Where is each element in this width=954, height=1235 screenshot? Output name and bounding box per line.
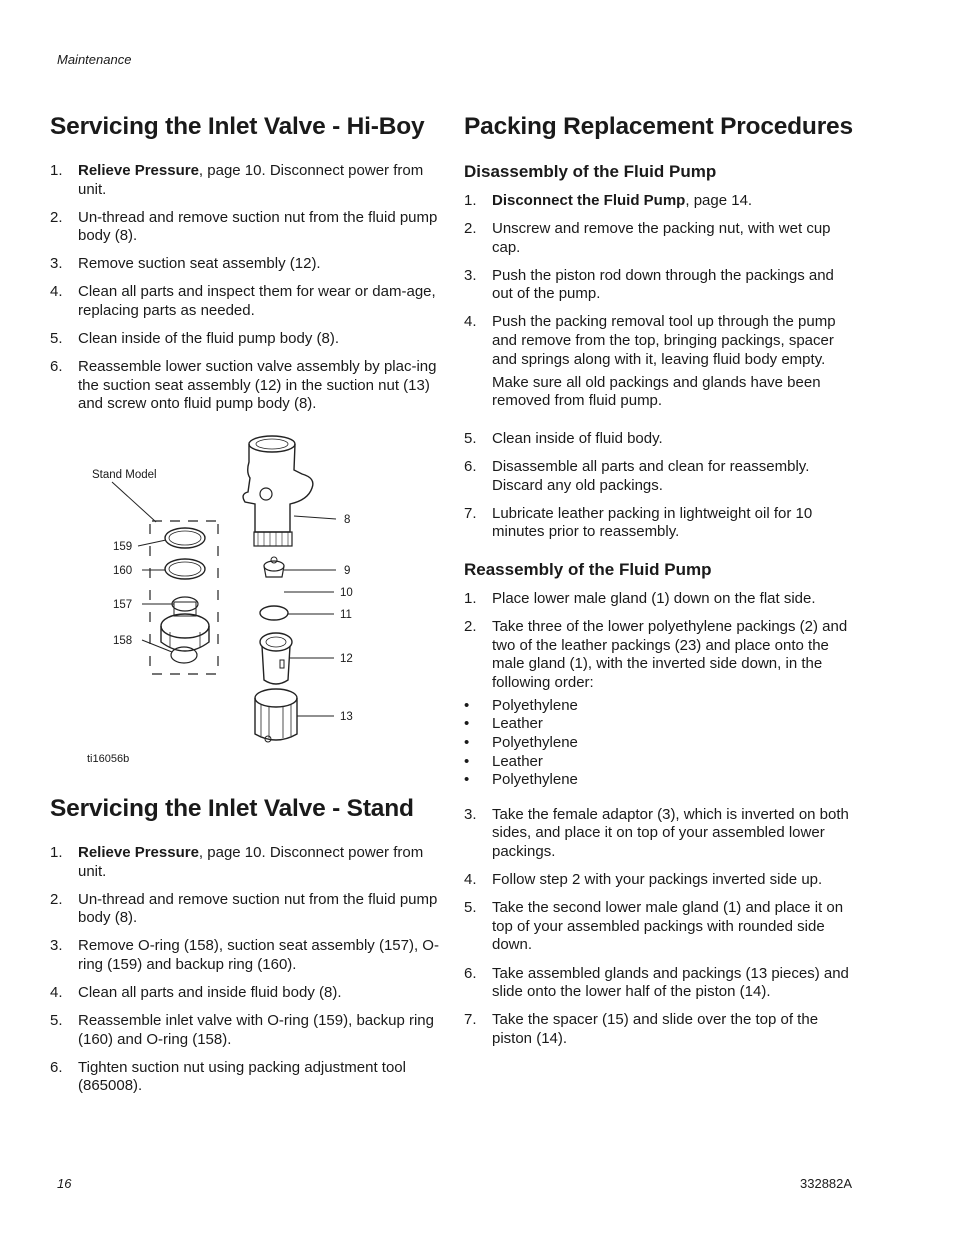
step-number: 7.	[464, 504, 477, 522]
step-number: 2.	[50, 208, 63, 226]
step-text: Follow step 2 with your packings inverted side up.	[492, 871, 823, 889]
step-item	[464, 965, 854, 1002]
step-item	[464, 313, 854, 369]
step-number: 1.	[50, 162, 63, 179]
bullet-icon: •	[464, 752, 470, 770]
step-number: 4.	[50, 283, 63, 301]
step-number: 6.	[50, 358, 63, 376]
step-text: Clean all parts and inside fluid body (8).	[78, 984, 342, 1002]
step-number: 6.	[464, 458, 477, 476]
step-text: Clean inside of fluid body.	[492, 429, 663, 447]
step-number: 6.	[50, 1058, 63, 1076]
step-number: 5.	[464, 429, 477, 447]
step-text: Lubricate leather packing in lightweight oil for 10 minutes prior to reassembly.	[492, 504, 813, 541]
stand-model-label: Stand Model	[92, 469, 157, 481]
step-text: Take the female adaptor (3), which is inverted on both sides, and place it on top of your assembled lower packings.	[492, 805, 849, 861]
step-number: 1.	[50, 844, 63, 861]
step-text: Tighten suction nut using packing adjustment tool (865008).	[78, 1058, 406, 1095]
exploded-view-diagram	[80, 432, 380, 772]
step-item	[464, 267, 854, 304]
step-number: 3.	[464, 805, 477, 823]
bullet-text: Polyethylene	[492, 771, 578, 789]
step-item	[50, 255, 440, 274]
bullet-text: Leather	[492, 715, 543, 733]
right-column	[464, 112, 854, 1058]
step-number: 3.	[50, 937, 63, 955]
step-text: Clean inside of the fluid pump body (8).	[78, 330, 339, 348]
disassembly-title: Disassembly of the Fluid Pump	[464, 162, 717, 181]
step-number: 5.	[464, 899, 477, 917]
label-13: 13	[340, 711, 353, 723]
hiboy-title: Servicing the Inlet Valve - Hi-Boy	[50, 113, 425, 140]
step-item	[464, 505, 854, 542]
label-9: 9	[344, 565, 351, 577]
stand-model-leader	[112, 482, 156, 522]
step-item	[50, 330, 440, 349]
step-item	[464, 458, 854, 495]
reassembly-steps-list-b	[464, 806, 854, 1049]
disassembly-note: Make sure all old packings and glands have been removed from fluid pump.	[492, 373, 821, 410]
step-text: Clean all parts and inspect them for wear or dam-age, replacing parts as needed.	[78, 283, 436, 320]
step-item	[50, 1059, 440, 1096]
fluid-pump-body-8-icon	[243, 436, 313, 546]
oring-158-icon	[171, 647, 197, 663]
step-text: Push the piston rod down through the packings and out of the pump.	[492, 266, 834, 303]
stand-section	[50, 794, 440, 1106]
step-text: Remove suction seat assembly (12).	[78, 255, 321, 273]
bullet-icon: •	[464, 734, 470, 752]
step-text: Take assembled glands and packings (13 pieces) and slide onto the lower half of the piston (14).	[492, 964, 849, 1001]
disassembly-steps-list-b	[464, 430, 854, 542]
step-text: Place lower male gland (1) down on the flat side.	[492, 589, 816, 607]
reassembly-steps-list-a	[464, 590, 854, 692]
step-link-text: Disconnect the Fluid Pump	[492, 192, 686, 209]
bullet-item	[464, 771, 854, 790]
step-item	[464, 618, 854, 692]
section-header: Maintenance	[57, 52, 132, 67]
bullet-item	[464, 734, 854, 753]
step-number: 4.	[464, 313, 477, 331]
label-8: 8	[344, 514, 351, 526]
step-link-text: Relieve Pressure	[78, 162, 199, 179]
step-link-text: Relieve Pressure	[78, 844, 199, 861]
step-text: , page 10. Disconnect power from unit.	[78, 844, 424, 880]
step-item	[50, 984, 440, 1003]
label-10: 10	[340, 587, 353, 599]
step-text: Un-thread and remove suction nut from the fluid pump body (8).	[78, 208, 438, 245]
suction-seat-157-icon	[161, 597, 209, 651]
step-item	[50, 283, 440, 320]
step-number: 1.	[464, 192, 477, 209]
step-number: 5.	[50, 330, 63, 348]
part-9-icon	[264, 557, 284, 577]
step-item	[50, 162, 440, 199]
step-number: 2.	[464, 618, 477, 635]
step-number: 4.	[50, 984, 63, 1002]
step-item	[50, 844, 440, 881]
left-column	[50, 112, 440, 424]
reassembly-title: Reassembly of the Fluid Pump	[464, 559, 712, 579]
label-12: 12	[340, 653, 353, 665]
step-number: 3.	[464, 266, 477, 284]
step-number: 3.	[50, 255, 63, 273]
inlet-valve-figure	[80, 432, 380, 772]
bullet-icon: •	[464, 696, 470, 714]
step-item	[50, 358, 440, 414]
step-item	[50, 209, 440, 246]
packing-title: Packing Replacement Procedures	[464, 113, 853, 140]
step-text: Un-thread and remove suction nut from the fluid pump body (8).	[78, 890, 438, 927]
doc-number: 332882A	[800, 1176, 853, 1191]
step-number: 7.	[464, 1011, 477, 1029]
step-item	[464, 220, 854, 257]
step-number: 2.	[50, 890, 63, 908]
stand-title: Servicing the Inlet Valve - Stand	[50, 795, 414, 822]
bullet-text: Polyethylene	[492, 696, 578, 714]
step-text: Reassemble lower suction valve assembly by plac-ing the suction seat assembly (12) in the suction nut (13) and screw onto fluid pump body (8).	[78, 358, 437, 413]
step-text: Take three of the lower polyethylene packings (2) and two of the leather packings (23) and place onto the male gland (1), with the inverted side down, in the following order:	[492, 618, 848, 691]
step-text: Take the second lower male gland (1) and place it on top of your assembled packings with rounded side down.	[492, 899, 844, 954]
step-text: Push the packing removal tool up through the pump and remove from the top, bringing packings, spacer and springs along with it, leaving fluid body empty.	[492, 313, 836, 368]
bullet-item	[464, 697, 854, 716]
suction-seat-12-icon	[260, 633, 292, 684]
step-item	[50, 891, 440, 928]
label-159: 159	[113, 541, 133, 553]
step-item	[50, 937, 440, 974]
disassembly-steps-list-a	[464, 192, 854, 369]
hiboy-steps-list	[50, 162, 440, 414]
step-item	[464, 430, 854, 449]
label-160: 160	[113, 565, 133, 577]
bullet-icon: •	[464, 715, 470, 733]
figure-id: ti16056b	[87, 753, 130, 765]
step-number: 6.	[464, 964, 477, 982]
step-item	[464, 192, 854, 211]
step-number: 1.	[464, 589, 477, 607]
page-number: 16	[57, 1176, 72, 1191]
step-number: 5.	[50, 1012, 63, 1030]
step-item	[464, 806, 854, 862]
label-158: 158	[113, 635, 133, 647]
step-text: Unscrew and remove the packing nut, with wet cup cap.	[492, 220, 831, 256]
step-text: Remove O-ring (158), suction seat assembly (157), O-ring (159) and backup ring (160).	[78, 937, 439, 973]
step-item	[464, 871, 854, 890]
step-text: Reassemble inlet valve with O-ring (159), backup ring (160) and O-ring (158).	[78, 1012, 434, 1048]
step-text: Take the spacer (15) and slide over the top of the piston (14).	[492, 1011, 819, 1047]
bullet-item	[464, 715, 854, 734]
bullet-text: Polyethylene	[492, 734, 578, 752]
step-number: 2.	[464, 220, 477, 238]
suction-nut-13-icon	[255, 689, 297, 742]
step-item	[464, 1011, 854, 1048]
step-number: 4.	[464, 871, 477, 889]
bullet-item	[464, 753, 854, 772]
label-157: 157	[113, 599, 133, 611]
step-text: Disassemble all parts and clean for reassembly. Discard any old packings.	[492, 458, 810, 494]
step-item	[50, 1012, 440, 1049]
stand-steps-list	[50, 844, 440, 1096]
bullet-text: Leather	[492, 752, 543, 770]
step-text: , page 10. Disconnect power from unit.	[78, 162, 424, 198]
step-text: , page 14.	[685, 192, 753, 209]
step-item	[464, 590, 854, 609]
bullet-icon: •	[464, 771, 470, 789]
label-11: 11	[340, 609, 352, 621]
packing-order-list	[464, 697, 854, 790]
step-item	[464, 899, 854, 955]
part-11-icon	[260, 606, 288, 620]
